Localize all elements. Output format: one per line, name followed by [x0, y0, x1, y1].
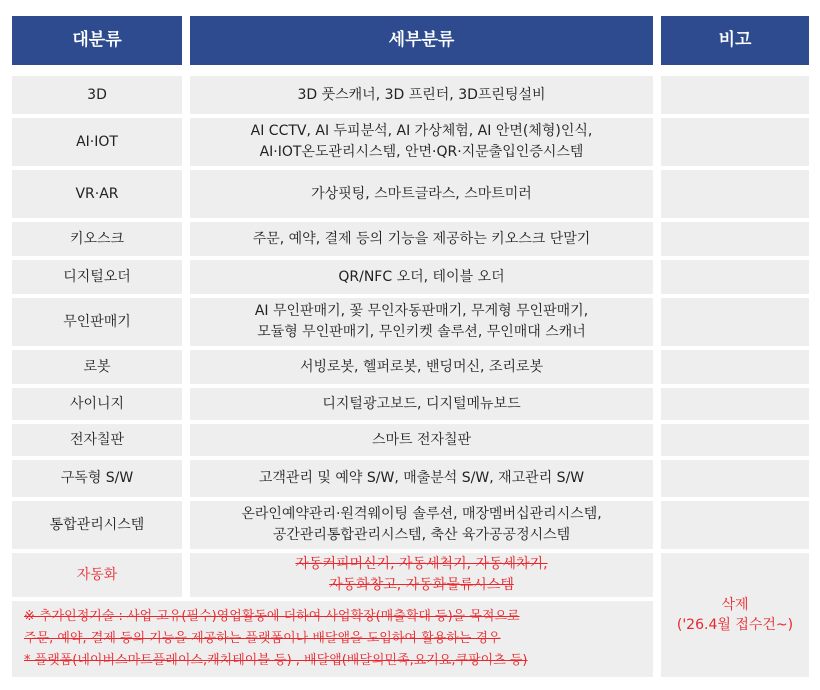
- row-major: 키오스크: [12, 222, 182, 260]
- remark-line1: 삭제: [721, 597, 749, 613]
- row-note: [661, 260, 809, 298]
- row-sub: [190, 76, 653, 118]
- row-sub: [190, 460, 653, 501]
- row-sub-line: 온라인예약관리·원격웨이팅 솔루션, 매장멤버십관리시스템,: [241, 506, 602, 522]
- footnote-line: * 플랫폼(네이버스마트플레이스,캐치테이블 등) , 배달앱(배달의민족,요기요,쿠팡이츠 등): [24, 653, 528, 668]
- row-sub-line: AI 무인판매기, 꽃 무인자동판매기, 무게형 무인판매기,: [254, 303, 589, 319]
- row-sub-line: 고객관리 및 예약 S/W, 매출분석 S/W, 재고관리 S/W: [258, 470, 585, 486]
- removed-row-sub-line: 자동화창고, 자동화물류시스템: [329, 577, 514, 593]
- row-major: 디지털오더: [12, 260, 182, 298]
- row-sub: [190, 298, 653, 350]
- row-note: [661, 298, 809, 350]
- row-sub-line: 스마트 전자칠판: [371, 431, 472, 448]
- row-sub-line: QR/NFC 오더, 테이블 오더: [338, 268, 505, 285]
- row-sub: [190, 501, 653, 553]
- row-note: [661, 170, 809, 222]
- row-sub: [190, 222, 653, 260]
- row-major: 통합관리시스템: [12, 501, 182, 553]
- row-sub-line: 모듈형 무인판매기, 무인키켓 솔루션, 무인매대 스캐너: [257, 324, 586, 340]
- row-note: [661, 424, 809, 460]
- row-major: VR·AR: [12, 170, 182, 222]
- row-sub-line: AI CCTV, AI 두피분석, AI 가상체험, AI 안면(체형)인식,: [250, 123, 593, 139]
- row-note: [661, 222, 809, 260]
- remark-cell: [661, 553, 809, 677]
- row-major: 전자칠판: [12, 424, 182, 460]
- row-sub: [190, 118, 653, 170]
- header-major: 대분류: [12, 16, 182, 76]
- row-note: [661, 118, 809, 170]
- row-major: AI·IOT: [12, 118, 182, 170]
- header-sub: 세부분류: [190, 16, 653, 76]
- removed-row-major: 자동화: [12, 553, 182, 601]
- row-sub: [190, 350, 653, 388]
- row-sub-line: 디지털광고보드, 디지털메뉴보드: [322, 395, 521, 412]
- row-sub: [190, 170, 653, 222]
- footnote: [12, 601, 653, 677]
- row-sub-line: 가상핏팅, 스마트글라스, 스마트미러: [311, 185, 532, 202]
- footnote-line: ※ 추가인정기술 : 사업 고유(필수)영업활동에 더하여 사업확장(매출확대 등)을 목적으로: [24, 609, 520, 624]
- footnote-line: 주문, 예약, 결제 등의 기능을 제공하는 플랫폼이나 배달앱을 도입하여 활용하는 경우: [24, 631, 501, 646]
- row-note: [661, 501, 809, 553]
- row-sub: [190, 260, 653, 298]
- row-note: [661, 76, 809, 118]
- removed-row-sub-line: 자동커피머신기, 자동세척기, 자동세차기,: [295, 556, 548, 572]
- row-sub-line: 공간관리통합관리시스템, 축산 육가공공정시스템: [272, 527, 571, 543]
- row-sub-line: AI·IOT온도관리시스템, 안면·QR·지문출입인증시스템: [259, 144, 584, 160]
- row-note: [661, 460, 809, 501]
- row-major: 3D: [12, 76, 182, 118]
- row-major: 사이니지: [12, 388, 182, 424]
- row-sub: [190, 424, 653, 460]
- classification-table: [12, 16, 809, 677]
- row-sub-line: 주문, 예약, 결제 등의 기능을 제공하는 키오스크 단말기: [252, 230, 591, 247]
- header-note: 비고: [661, 16, 809, 76]
- row-sub: [190, 388, 653, 424]
- row-sub-line: 서빙로봇, 헬퍼로봇, 밴딩머신, 조리로봇: [299, 358, 544, 375]
- row-major: 무인판매기: [12, 298, 182, 350]
- removed-row-sub: [190, 553, 653, 601]
- row-major: 구독형 S/W: [12, 460, 182, 501]
- row-major: 로봇: [12, 350, 182, 388]
- row-note: [661, 388, 809, 424]
- row-sub-line: 3D 풋스캐너, 3D 프린터, 3D프린팅설비: [297, 86, 546, 103]
- remark-line2: ('26.4월 접수건~): [676, 617, 794, 633]
- row-note: [661, 350, 809, 388]
